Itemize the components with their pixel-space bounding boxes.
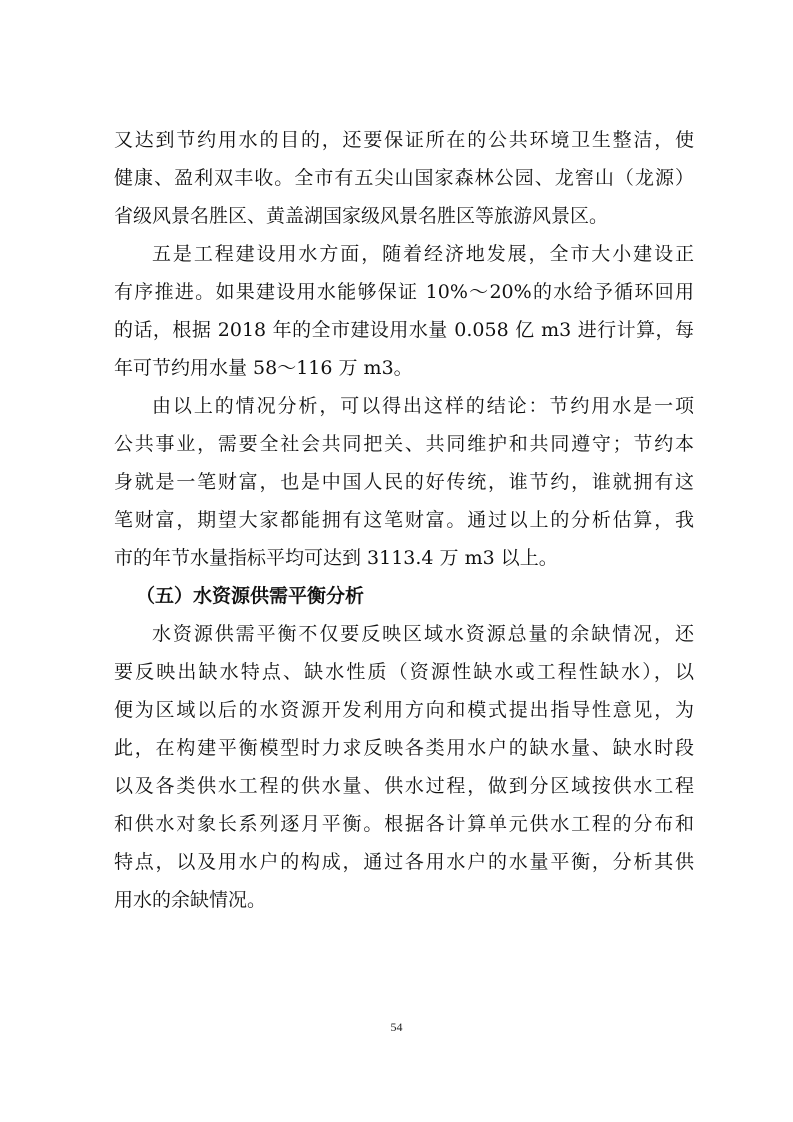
text-line: 以及各类供水工程的供水量、供水过程，做到分区域按供水工程 [114, 775, 694, 797]
text-line: 又达到节约用水的目的，还要保证所在的公共环境卫生整洁，使 [114, 129, 694, 151]
text-line: 要反映出缺水特点、缺水性质（资源性缺水或工程性缺水），以 [114, 661, 694, 683]
text-line: 公共事业，需要全社会共同把关、共同维护和共同遵守；节约本 [114, 433, 694, 455]
text-line: 特点，以及用水户的构成，通过各用水户的水量平衡，分析其供 [114, 851, 694, 873]
text-line: 省级风景名胜区、黄盖湖国家级风景名胜区等旅游风景区。 [114, 205, 609, 227]
text-line: 便为区域以后的水资源开发利用方向和模式提出指导性意见，为 [114, 699, 694, 721]
text-line: 由以上的情况分析，可以得出这样的结论：节约用水是一项 [152, 395, 694, 417]
text-line: 有序推进。如果建设用水能够保证 10%～20%的水给予循环回用 [114, 281, 694, 303]
section-heading: （五）水资源供需平衡分析 [136, 585, 365, 607]
text-line: 水资源供需平衡不仅要反映区域水资源总量的余缺情况，还 [152, 623, 694, 645]
body-text [114, 121, 694, 919]
text-line: 五是工程建设用水方面，随着经济地发展，全市大小建设正 [152, 243, 694, 265]
page-number: 54 [390, 1020, 403, 1034]
text-line: 用水的余缺情况。 [114, 889, 267, 911]
text-line: 市的年节水量指标平均可达到 3113.4 万 m3 以上。 [114, 547, 558, 569]
text-line: 年可节约用水量 58～116 万 m3。 [114, 357, 413, 379]
text-line: 和供水对象长系列逐月平衡。根据各计算单元供水工程的分布和 [114, 813, 694, 835]
text-line: 的话，根据 2018 年的全市建设用水量 0.058 亿 m3 进行计算，每 [114, 319, 694, 341]
text-line: 健康、盈利双丰收。全市有五尖山国家森林公园、龙窖山（龙源） [114, 167, 694, 189]
text-line: 笔财富，期望大家都能拥有这笔财富。通过以上的分析估算，我 [114, 509, 694, 531]
text-line: 身就是一笔财富，也是中国人民的好传统，谁节约，谁就拥有这 [114, 471, 694, 493]
text-line: 此，在构建平衡模型时力求反映各类用水户的缺水量、缺水时段 [114, 737, 694, 759]
